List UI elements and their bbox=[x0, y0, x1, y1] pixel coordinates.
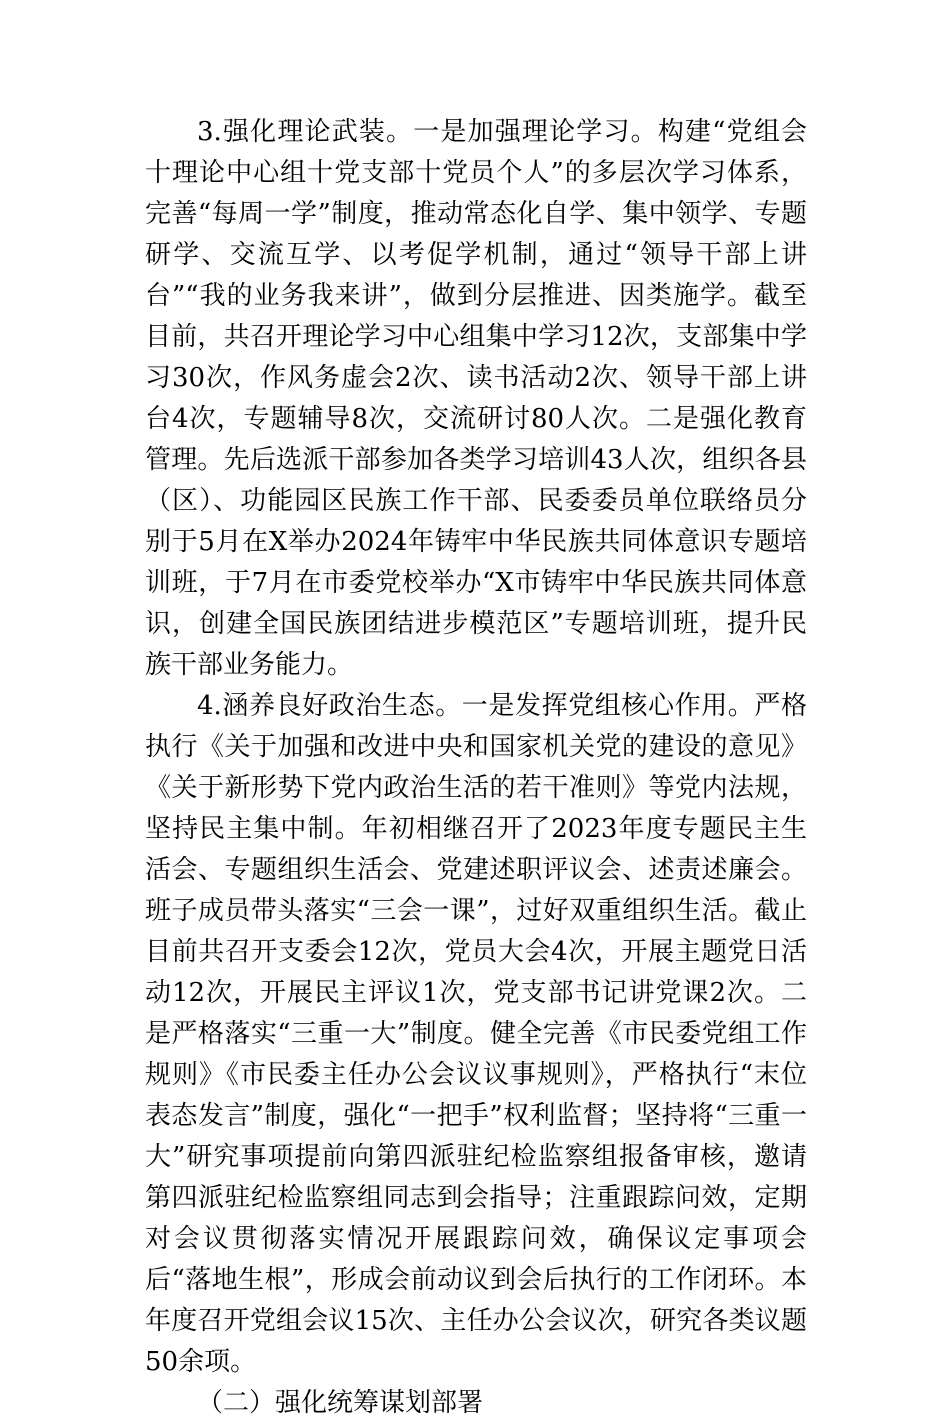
paragraph-political-ecology: 4.涵养良好政治生态。一是发挥党组核心作用。严格执行《关于加强和改进中央和国家机关党的建设的意见》《关于新形势下党内政治生活的若干准则》等党内法规，坚持民主集中制。年初相继召开了2023年度专题民主生活会、专题组织生活会、党建述职评议会、述责述廉会。班子成员带头落实“三会一课”，过好双重组织生活。截止目前共召开支委会12次，党员大会4次，开展主题党日活动12次，开展民主评议1次，党支部书记讲党课2次。二是严格落实“三重一大”制度。健全完善《市民委党组工作规则》《市民委主任办公会议议事规则》，严格执行“末位表态发言”制度，强化“一把手”权利监督；坚持将“三重一大”研究事项提前向第四派驻纪检监察组报备审核，邀请第四派驻纪检监察组同志到会指导；注重跟踪问效，定期对会议贯彻落实情况开展跟踪问效，确保议定事项会后“落地生根”，形成会前动议到会后执行的工作闭环。本年度召开党组会议15次、主任办公会议次，研究各类议题50余项。 bbox=[145, 691, 807, 1377]
document-body bbox=[145, 112, 807, 1424]
paragraph-theory-study: 3.强化理论武装。一是加强理论学习。构建“党组会十理论中心组十党支部十党员个人”的多层次学习体系，完善“每周一学”制度，推动常态化自学、集中领学、专题研学、交流互学、以考促学机制，通过“领导干部上讲台”“我的业务我来讲”，做到分层推进、因类施学。截至目前，共召开理论学习中心组集中学习12次，支部集中学习30次，作风务虚会2次、读书活动2次、领导干部上讲台4次，专题辅导8次，交流研讨80人次。二是强化教育管理。先后选派干部参加各类学习培训43人次，组织各县（区）、功能园区民族工作干部、民委委员单位联络员分别于5月在X举办2024年铸牢中华民族共同体意识专题培训班，于7月在市委党校举办“X市铸牢中华民族共同体意识，创建全国民族团结进步模范区”专题培训班，提升民族干部业务能力。 bbox=[145, 117, 807, 680]
section-heading: （二）强化统筹谋划部署 bbox=[197, 1388, 484, 1418]
